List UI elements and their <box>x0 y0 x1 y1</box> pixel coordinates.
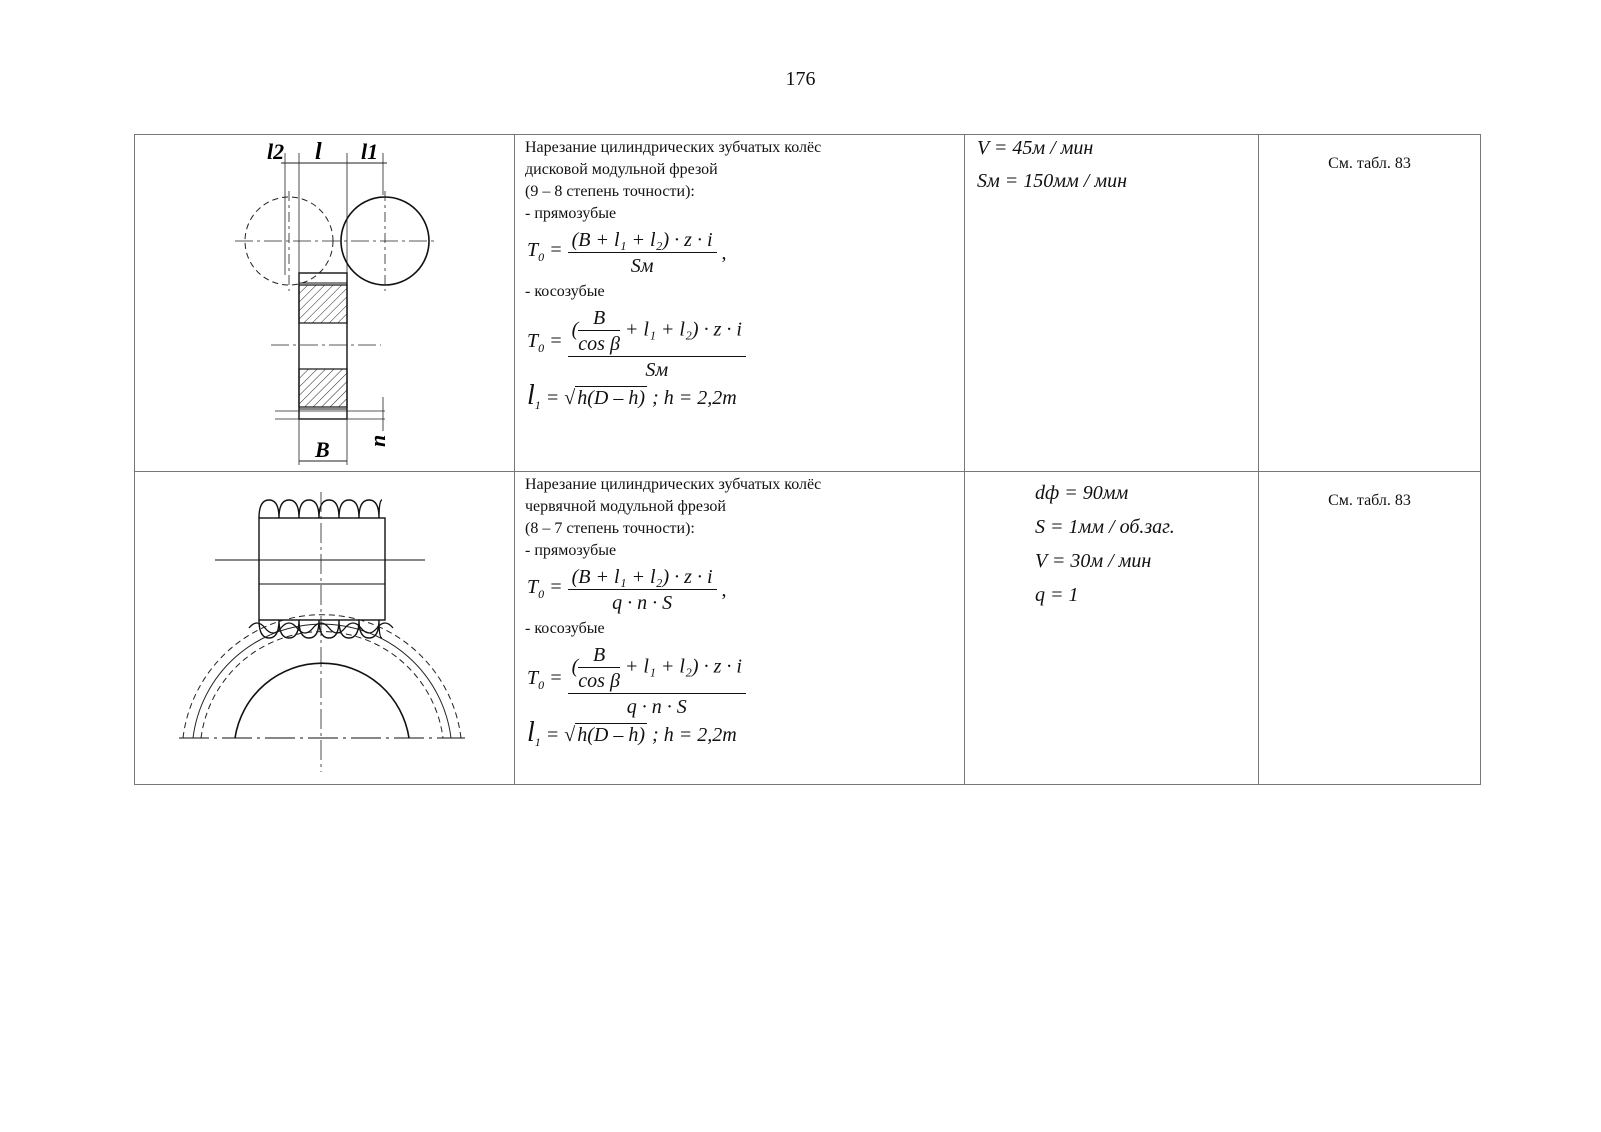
formula-l1: $l_1$ = √ h(D – h) ; h = 2,2m <box>527 717 737 749</box>
table-reference: См. табл. 83 <box>1328 492 1411 509</box>
table-reference: См. табл. 83 <box>1328 155 1411 172</box>
reference-cell <box>1259 472 1481 785</box>
mode-line: S = 1мм / об.заг. <box>1035 516 1175 538</box>
hob-cutter-diagram <box>135 472 515 784</box>
formula-l1: $l_1$ = √ h(D – h) ; h = 2,2m <box>527 380 737 412</box>
description-cell <box>515 472 965 785</box>
label-l2: l2 <box>267 139 285 164</box>
label-B: B <box>315 437 330 462</box>
disk-cutter-diagram <box>135 135 515 471</box>
formula-helical: $T_0$ = ( $\frac{B}{\text{cos β}}$ + l₁ + l₂) · z · i q · n · S <box>527 644 954 718</box>
description-line: Нарезание цилиндрических зубчатых колёс <box>525 139 822 156</box>
mode-line: Sм = 150мм / мин <box>977 170 1128 192</box>
description-line: - косозубые <box>525 620 605 637</box>
operations-table <box>134 134 1481 785</box>
page-number: 176 <box>785 68 816 90</box>
formula-helical: $T_0$ = ( $\frac{B}{\text{cos β}}$ + l₁ + l₂) · z · i Sм <box>527 307 954 381</box>
hob-body <box>259 518 385 620</box>
gear-wheel <box>235 663 409 738</box>
label-l: l <box>315 139 322 165</box>
cutting-mode-cell <box>965 135 1259 472</box>
description-line: дисковой модульной фрезой <box>525 161 718 178</box>
description-line: (8 – 7 степень точности): <box>525 520 695 537</box>
reference-cell <box>1259 135 1481 472</box>
label-l1: l1 <box>361 139 379 164</box>
description-line: - косозубые <box>525 283 605 300</box>
mode-line: V = 45м / мин <box>977 137 1094 159</box>
table-row <box>135 135 1481 472</box>
table-row <box>135 472 1481 785</box>
cutting-mode-cell <box>965 472 1259 785</box>
figure-cell <box>135 135 515 472</box>
mode-line: V = 30м / мин <box>1035 550 1152 572</box>
figure-cell <box>135 472 515 785</box>
mode-line: dф = 90мм <box>1035 482 1129 504</box>
mode-line: q = 1 <box>1035 584 1079 606</box>
description-line: - прямозубые <box>525 542 617 559</box>
description-line: Нарезание цилиндрических зубчатых колёс <box>525 476 822 493</box>
description-cell <box>515 135 965 472</box>
description-line: червячной модульной фрезой <box>525 498 726 515</box>
formula-spur: $T_0$ = $\frac{\text{(B + l₁ + l₂) · z · i}}{q \cdot n \cdot S}$ , <box>527 566 727 614</box>
description-line: (9 – 8 степень точности): <box>525 183 695 200</box>
formula-spur: $T_0$ = $\frac{\text{(B + l₁ + l₂) · z · i}}{Sм}$ , <box>527 229 727 277</box>
description-line: - прямозубые <box>525 205 617 222</box>
label-n: n <box>365 434 390 447</box>
